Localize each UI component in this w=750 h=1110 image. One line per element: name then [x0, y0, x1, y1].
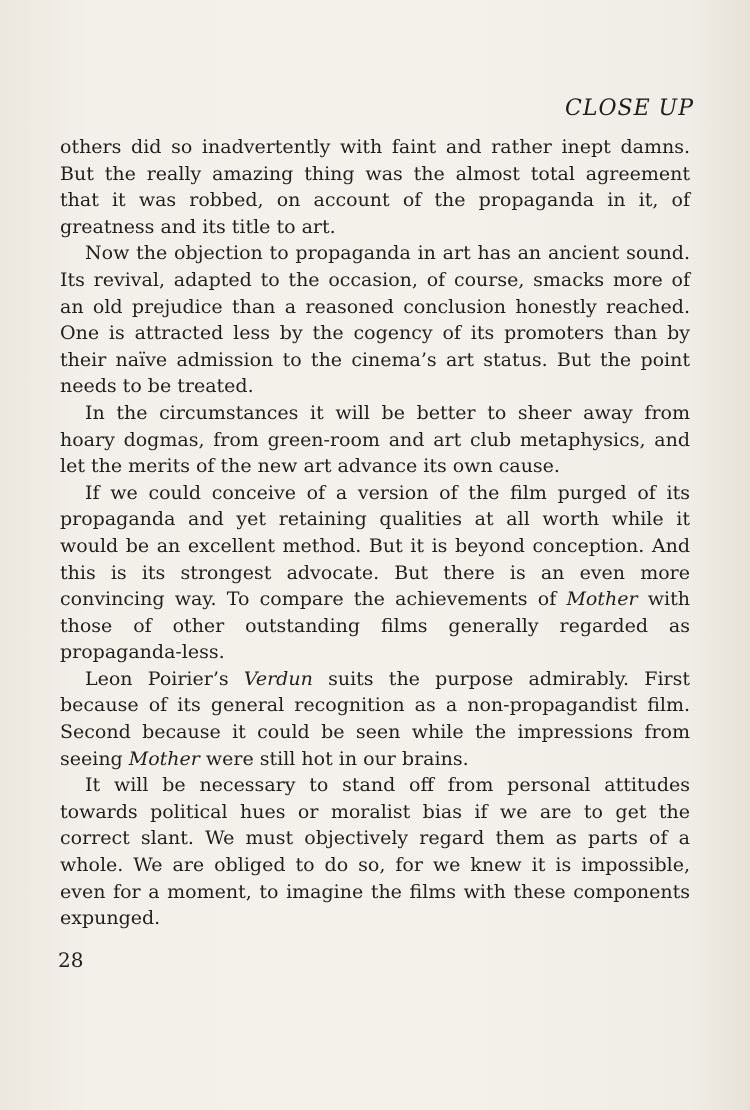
- text-run: In the circumstances it will be better to sheer away from hoary dogmas, from green-room and art club metaphysics, and let the merits of the new art advance its own cause.: [60, 401, 690, 478]
- paragraph-6: [60, 772, 690, 932]
- text-run: were still hot in our brains.: [199, 747, 469, 770]
- text-run: with those of other outstanding films generally regarded as propaganda-less.: [60, 588, 690, 664]
- text-run: It will be necessary to stand off from personal attitudes towards political hues or moralist bias if we are to get the correct slant. We must objectively regard them as parts of a whole. We are obliged to do so, for we knew it is impossible, even for a moment, to imagine the films with these components expunged.: [60, 774, 690, 930]
- body-text: [60, 134, 690, 932]
- text-run: others did so inadvertently with faint and rather inept damns. But the really amazing thing was the almost total agreement that it was robbed, on account of the propaganda in it, of greatness and its title to art.: [60, 136, 690, 238]
- text-run: Leon Poirier’s: [85, 667, 244, 690]
- film-title: Verdun: [243, 667, 313, 690]
- running-head: CLOSE UP: [565, 96, 694, 121]
- film-title: Mother: [128, 747, 200, 770]
- text-run: If we could conceive of a version of the film purged of its propaganda and yet retaining qualities at all worth while it would be an excellent method. But it is beyond conception. And this is its strongest advocate. But there is an even more convincing way. To compare the achievements of: [60, 481, 690, 611]
- paragraph-2: [60, 240, 690, 400]
- text-run: suits the purpose admirably. First because of its general recognition as a non-propagandist film. Second because it could be seen while the impressions from seeing: [60, 667, 690, 770]
- text-run: Now the objection to propaganda in art has an ancient sound. Its revival, adapted to the occasion, of course, smacks more of an old prejudice than a reasoned conclusion honestly reached. One is attracted less by the cogency of its promoters than by their naïve admission to the cinema’s art status. But the point needs to be treated.: [60, 242, 690, 398]
- page-number: 28: [58, 948, 84, 972]
- paragraph-4: [60, 480, 690, 666]
- film-title: Mother: [566, 588, 638, 611]
- paragraph-1: [60, 134, 690, 240]
- paragraph-3: [60, 400, 690, 480]
- paragraph-5: [60, 666, 690, 772]
